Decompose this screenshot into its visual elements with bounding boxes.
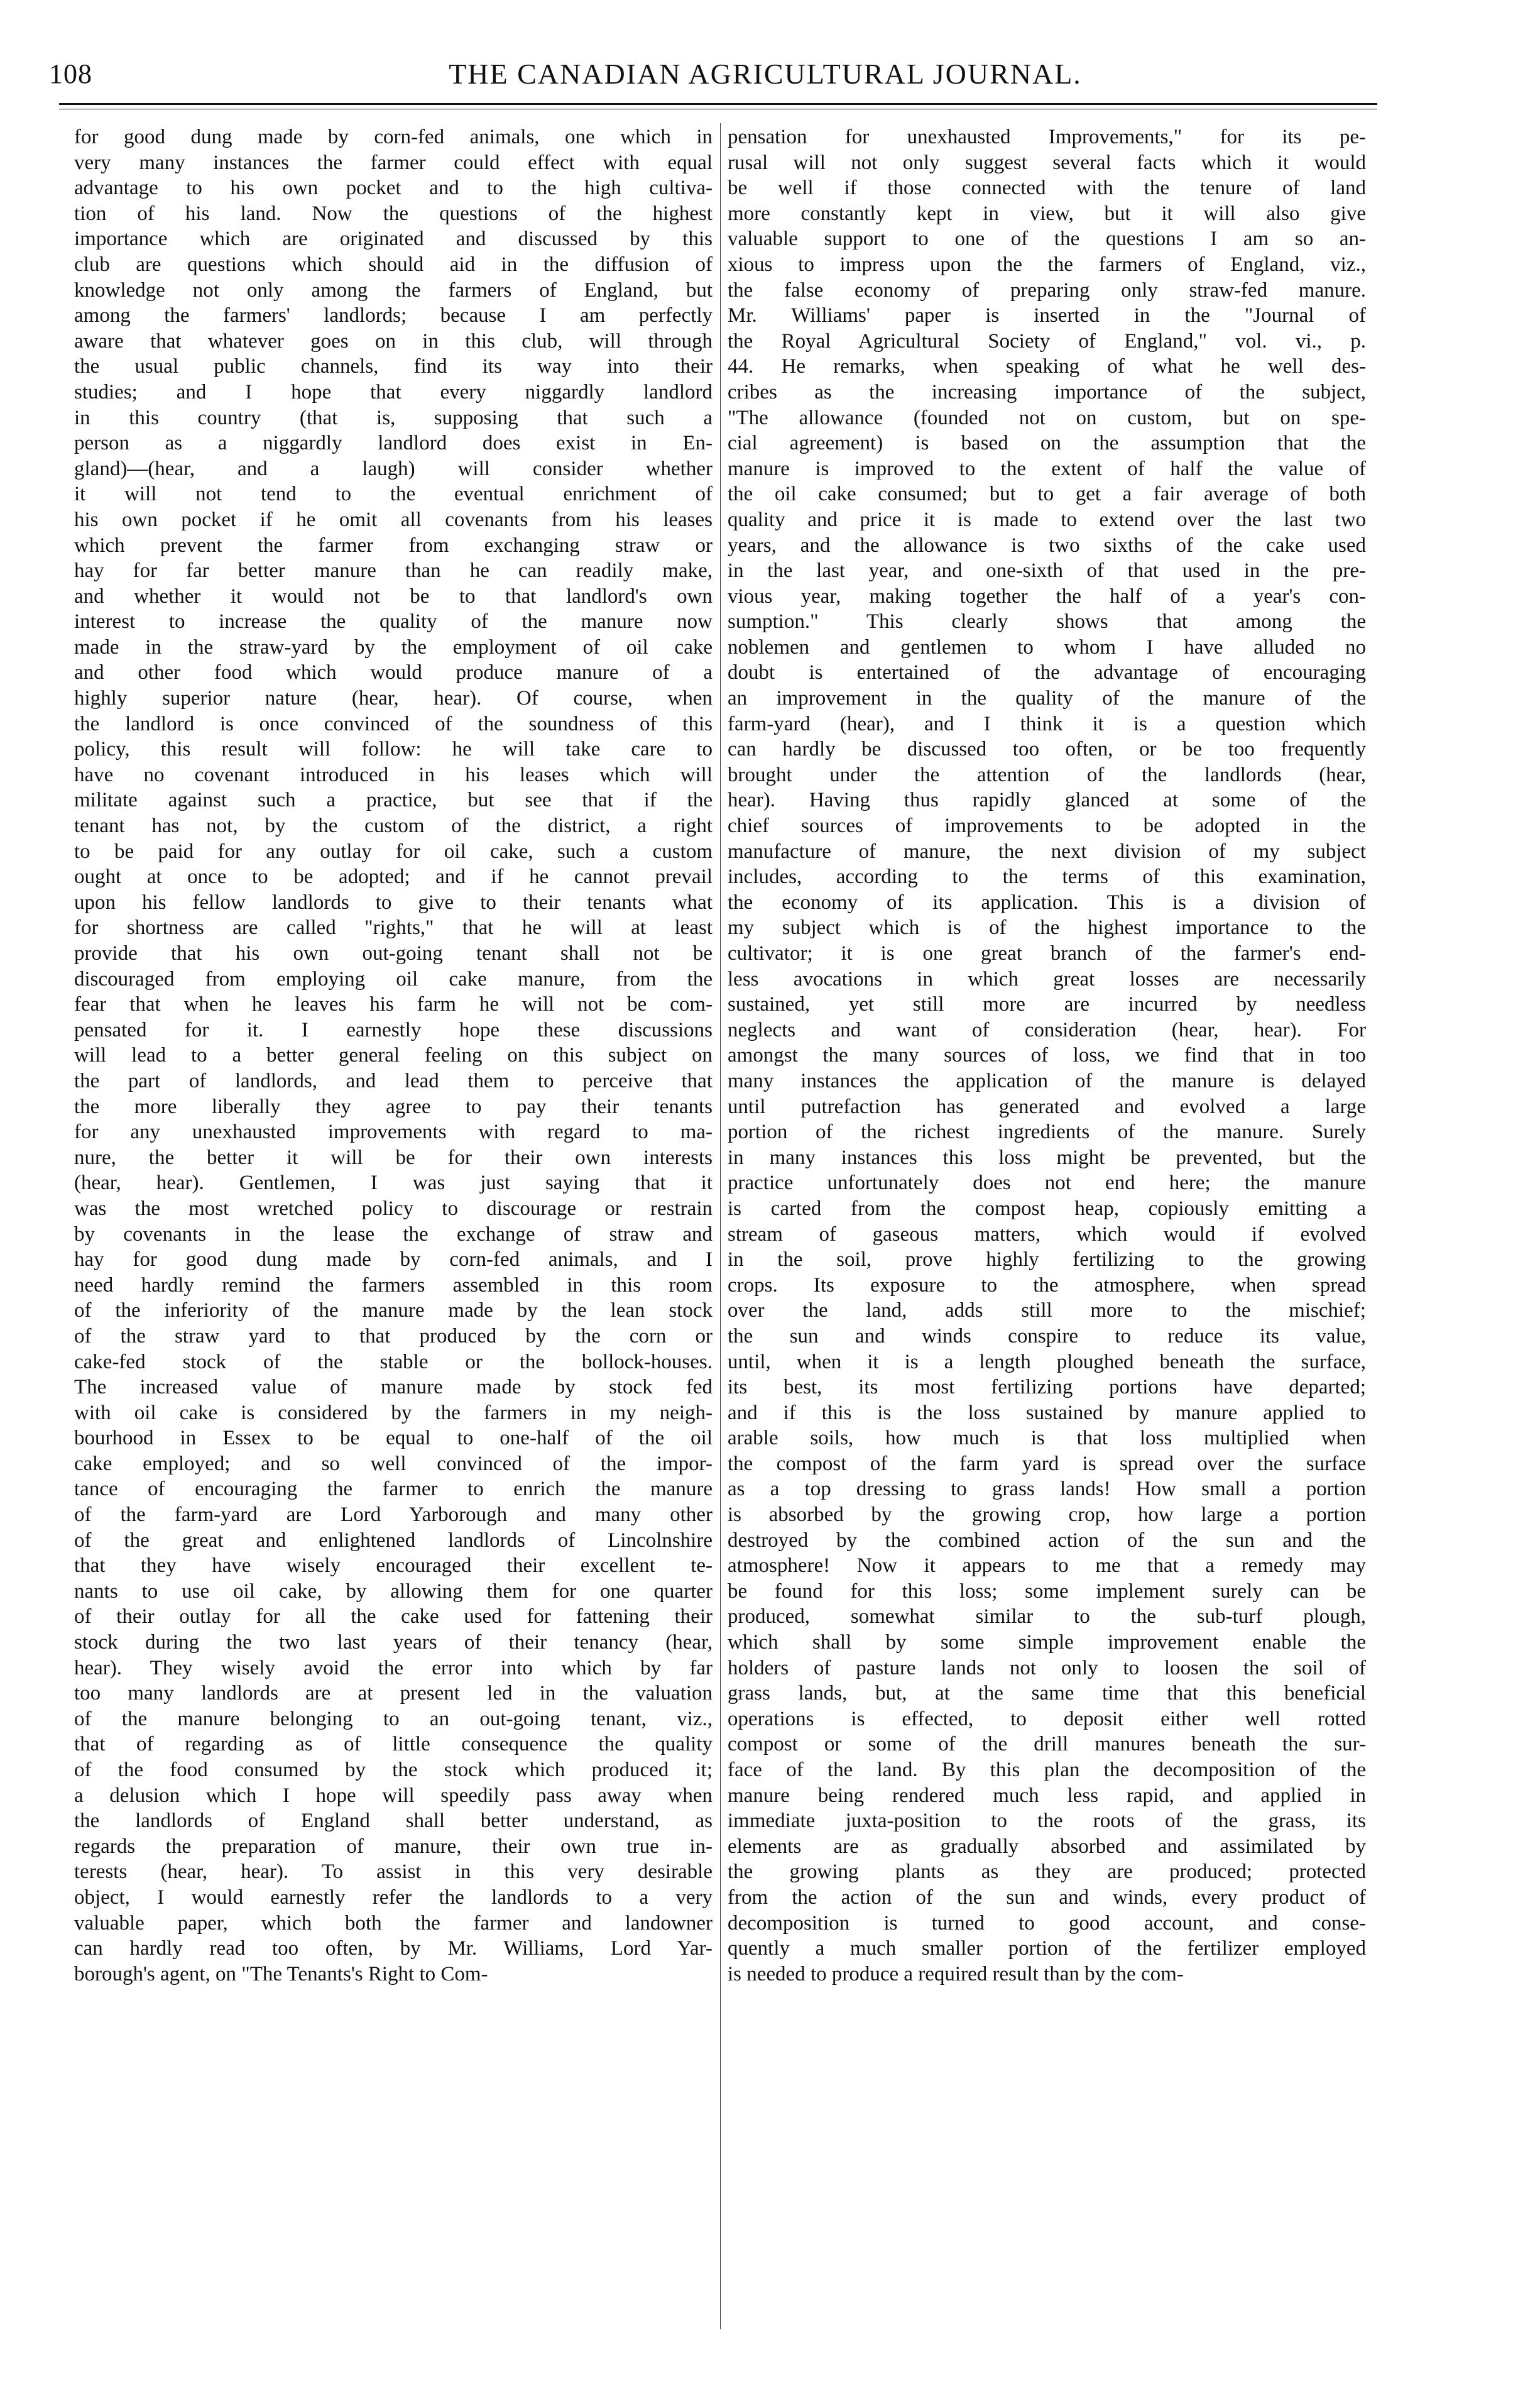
text-line: cake employed; and so well convinced of the impor- [74,1452,713,1475]
text-line: aware that whatever goes on in this club, will through [74,329,713,353]
text-line: is absorbed by the growing crop, how large a portion [728,1503,1366,1527]
text-line: of their outlay for all the cake used for fattening their [74,1605,713,1628]
text-line: made in the straw-yard by the employment of oil cake [74,635,713,659]
text-line: the sun and winds conspire to reduce its value, [728,1324,1366,1348]
text-line: cake-fed stock of the stable or the bollock-houses. [74,1350,713,1373]
text-line: the oil cake consumed; but to get a fair average of both [728,483,1366,506]
column-divider [720,123,721,2329]
text-line: that of regarding as of little consequence the quality [74,1733,713,1756]
text-line: hay for far better manure than he can readily make, [74,559,713,583]
text-line: my subject which is of the highest importance to the [728,916,1366,940]
text-line: for shortness are called "rights," that he will at least [74,916,713,940]
text-line: brought under the attention of the landlords (hear, [728,763,1366,786]
text-line: arable soils, how much is that loss multiplied when [728,1427,1366,1450]
text-line: holders of pasture lands not only to loosen the soil of [728,1656,1366,1679]
text-line: produced, somewhat similar to the sub-turf plough, [728,1605,1366,1628]
text-line: sustained, yet still more are incurred by needless [728,993,1366,1016]
text-line: cultivator; it is one great branch of the farmer's end- [728,942,1366,965]
text-line: more constantly kept in view, but it will also give [728,202,1366,225]
text-line: in many instances this loss might be prevented, but the [728,1146,1366,1169]
text-line: sumption." This clearly shows that among the [728,610,1366,634]
text-line: militate against such a practice, but see that if the [74,789,713,812]
text-line: of the inferiority of the manure made by the lean stock [74,1299,713,1322]
text-line: need hardly remind the farmers assembled in this room [74,1273,713,1297]
text-line: that they have wisely encouraged their excellent te- [74,1554,713,1578]
text-line: less avocations in which great losses are necessarily [728,967,1366,991]
text-line: and whether it would not be to that landlord's own [74,585,713,608]
text-line: discouraged from employing oil cake manure, from the [74,967,713,991]
text-line: portion of the richest ingredients of the manure. Surely [728,1121,1366,1144]
text-line: tenant has not, by the custom of the district, a right [74,815,713,838]
text-line: grass lands, but, at the same time that this beneficial [728,1682,1366,1705]
text-line: practice unfortunately does not end here; the manure [728,1172,1366,1195]
text-line: advantage to his own pocket and to the high cultiva- [74,177,713,200]
page-number: 108 [49,58,92,89]
text-line: manure is improved to the extent of half the value of [728,457,1366,480]
text-line: years, and the allowance is two sixths of the cake used [728,534,1366,557]
text-line: provide that his own out-going tenant shall not be [74,942,713,965]
text-line: quently a much smaller portion of the fertilizer employed [728,1937,1366,1960]
text-line: an improvement in the quality of the manure of the [728,687,1366,710]
text-line: the false economy of preparing only straw-fed manure. [728,278,1366,302]
text-line: rusal will not only suggest several facts which it would [728,151,1366,174]
text-line: of the food consumed by the stock which produced it; [74,1759,713,1781]
text-line: compost or some of the drill manures beneath the sur- [728,1733,1366,1756]
text-line: borough's agent, on "The Tenants's Right to Com- [74,1962,488,1985]
right-column [728,124,1366,1987]
text-line: very many instances the farmer could effect with equal [74,151,713,174]
text-line: The increased value of manure made by stock fed [74,1376,713,1399]
text-line: the more liberally they agree to pay their tenants [74,1095,713,1118]
text-line: of the farm-yard are Lord Yarborough and many other [74,1503,713,1527]
text-line: have no covenant introduced in his leases which will [74,763,713,786]
text-line: the landlord is once convinced of the soundness of this [74,712,713,735]
text-line: Mr. Williams' paper is inserted in the "Journal of [728,304,1366,327]
text-line: object, I would earnestly refer the landlords to a very [74,1886,713,1909]
text-line: pensated for it. I earnestly hope these discussions [74,1018,713,1041]
text-line: crops. Its exposure to the atmosphere, when spread [728,1273,1366,1297]
text-line: nants to use oil cake, by allowing them for one quarter [74,1579,713,1603]
text-line: terests (hear, hear). To assist in this very desirable [74,1860,713,1884]
text-line: stream of gaseous matters, which would if evolved [728,1222,1366,1246]
text-line: hear). They wisely avoid the error into which by far [74,1656,713,1679]
text-line: regards the preparation of manure, their own true in- [74,1835,713,1858]
text-line: with oil cake is considered by the farmers in my neigh- [74,1401,713,1424]
text-line: destroyed by the combined action of the sun and the [728,1529,1366,1552]
text-line: doubt is entertained of the advantage of encouraging [728,661,1366,684]
text-line: is needed to produce a required result than by the com- [728,1962,1184,1985]
text-line: nure, the better it will be for their own interests [74,1146,713,1169]
text-line: pensation for unexhausted Improvements," for its pe- [728,126,1366,148]
text-line: the Royal Agricultural Society of England," vol. vi., p. [728,329,1366,353]
text-line: bourhood in Essex to be equal to one-half of the oil [74,1427,713,1450]
text-line: in the last year, and one-sixth of that used in the pre- [728,559,1366,583]
text-line: neglects and want of consideration (hear, hear). For [728,1018,1366,1041]
text-line: 44. He remarks, when speaking of what he well des- [728,355,1366,378]
text-line: can hardly be discussed too often, or be too frequently [728,738,1366,761]
text-line: to be paid for any outlay for oil cake, such a custom [74,840,713,863]
text-line: among the farmers' landlords; because I am perfectly [74,304,713,327]
text-line: hear). Having thus rapidly glanced at some of the [728,789,1366,812]
text-line: face of the land. By this plan the decomposition of the [728,1759,1366,1781]
text-line: was the most wretched policy to discourage or restrain [74,1197,713,1220]
text-line: xious to impress upon the the farmers of England, viz., [728,253,1366,276]
text-line: it will not tend to the eventual enrichment of [74,483,713,506]
text-line: its best, its most fertilizing portions have departed; [728,1376,1366,1399]
text-line: person as a niggardly landlord does exist in En- [74,432,713,455]
text-line: elements are as gradually absorbed and assimilated by [728,1835,1366,1858]
text-line: highly superior nature (hear, hear). Of course, when [74,687,713,710]
text-line: for good dung made by corn-fed animals, one which in [74,126,713,148]
text-line: the growing plants as they are produced; protected [728,1860,1366,1884]
text-line: manure being rendered much less rapid, and applied in [728,1784,1366,1807]
text-line: cribes as the increasing importance of the subject, [728,380,1366,404]
text-line: and if this is the loss sustained by manure applied to [728,1401,1366,1424]
text-line: valuable paper, which both the farmer and landowner [74,1911,713,1935]
page-header [49,55,1381,99]
text-line: upon his fellow landlords to give to their tenants what [74,891,713,914]
text-line: policy, this result will follow: he will take care to [74,738,713,761]
text-line: stock during the two last years of their tenancy (hear, [74,1631,713,1654]
text-line: of the manure belonging to an out-going tenant, viz., [74,1707,713,1730]
text-line: until, when it is a length ploughed beneath the surface, [728,1350,1366,1373]
text-line: knowledge not only among the farmers of England, but [74,278,713,302]
text-line: manufacture of manure, the next division of my subject [728,840,1366,863]
text-line: ought at once to be adopted; and if he cannot prevail [74,865,713,889]
text-line: fear that when he leaves his farm he will not be com- [74,993,713,1016]
text-line: operations is effected, to deposit either well rotted [728,1707,1366,1730]
text-line: club are questions which should aid in the diffusion of [74,253,713,276]
text-line: gland)—(hear, and a laugh) will consider whether [74,457,713,480]
text-line: of the great and enlightened landlords of Lincolnshire [74,1529,713,1552]
text-line: the landlords of England shall better understand, as [74,1809,713,1833]
text-line: atmosphere! Now it appears to me that a remedy may [728,1554,1366,1578]
left-column [74,124,713,1987]
text-line: many instances the application of the manure is delayed [728,1069,1366,1092]
text-line: valuable support to one of the questions I am so an- [728,228,1366,251]
text-line: the economy of its application. This is a division of [728,891,1366,914]
header-rule [59,103,1377,105]
text-line: in this country (that is, supposing that such a [74,406,713,429]
text-line: from the action of the sun and winds, every product of [728,1886,1366,1909]
text-line: will lead to a better general feeling on this subject on [74,1044,713,1067]
text-line: quality and price it is made to extend over the last two [728,508,1366,531]
text-line: tion of his land. Now the questions of the highest [74,202,713,225]
text-line: decomposition is turned to good account, and conse- [728,1911,1366,1935]
text-line: amongst the many sources of loss, we find that in too [728,1044,1366,1067]
text-line: importance which are originated and discussed by this [74,228,713,251]
text-line: immediate juxta-position to the roots of the grass, its [728,1809,1366,1833]
running-title: THE CANADIAN AGRICULTURAL JOURNAL. [449,58,1082,90]
text-line: studies; and I hope that every niggardly landlord [74,380,713,404]
text-line: until putrefaction has generated and evolved a large [728,1095,1366,1118]
text-line: the usual public channels, find its way into their [74,355,713,378]
text-line: which shall by some simple improvement enable the [728,1631,1366,1654]
text-line: a delusion which I hope will speedily pass away when [74,1784,713,1807]
text-line: as a top dressing to grass lands! How small a portion [728,1478,1366,1501]
text-line: includes, according to the terms of this examination, [728,865,1366,889]
text-line: "The allowance (founded not on custom, but on spe- [728,406,1366,429]
text-line: be found for this loss; some implement surely can be [728,1579,1366,1603]
text-line: too many landlords are at present led in the valuation [74,1682,713,1705]
text-line: vious year, making together the half of a year's con- [728,585,1366,608]
text-line: hay for good dung made by corn-fed animals, and I [74,1248,713,1271]
text-line: the part of landlords, and lead them to perceive that [74,1069,713,1092]
text-line: for any unexhausted improvements with regard to ma- [74,1121,713,1144]
text-line: can hardly read too often, by Mr. Williams, Lord Yar- [74,1937,713,1960]
text-line: by covenants in the lease the exchange of straw and [74,1222,713,1246]
text-line: is carted from the compost heap, copiously emitting a [728,1197,1366,1220]
text-line: chief sources of improvements to be adopted in the [728,815,1366,838]
text-line: cial agreement) is based on the assumption that the [728,432,1366,455]
text-line: tance of encouraging the farmer to enrich the manure [74,1478,713,1501]
text-line: his own pocket if he omit all covenants from his leases [74,508,713,531]
text-line: and other food which would produce manure of a [74,661,713,684]
text-line: in the soil, prove highly fertilizing to the growing [728,1248,1366,1271]
text-line: noblemen and gentlemen to whom I have alluded no [728,635,1366,659]
text-line: over the land, adds still more to the mischief; [728,1299,1366,1322]
text-line: which prevent the farmer from exchanging straw or [74,534,713,557]
text-line: interest to increase the quality of the manure now [74,610,713,634]
text-line: farm-yard (hear), and I think it is a question which [728,712,1366,735]
text-line: be well if those connected with the tenure of land [728,177,1366,200]
text-line: of the straw yard to that produced by the corn or [74,1324,713,1348]
text-line: (hear, hear). Gentlemen, I was just saying that it [74,1172,713,1195]
text-line: the compost of the farm yard is spread over the surface [728,1452,1366,1475]
